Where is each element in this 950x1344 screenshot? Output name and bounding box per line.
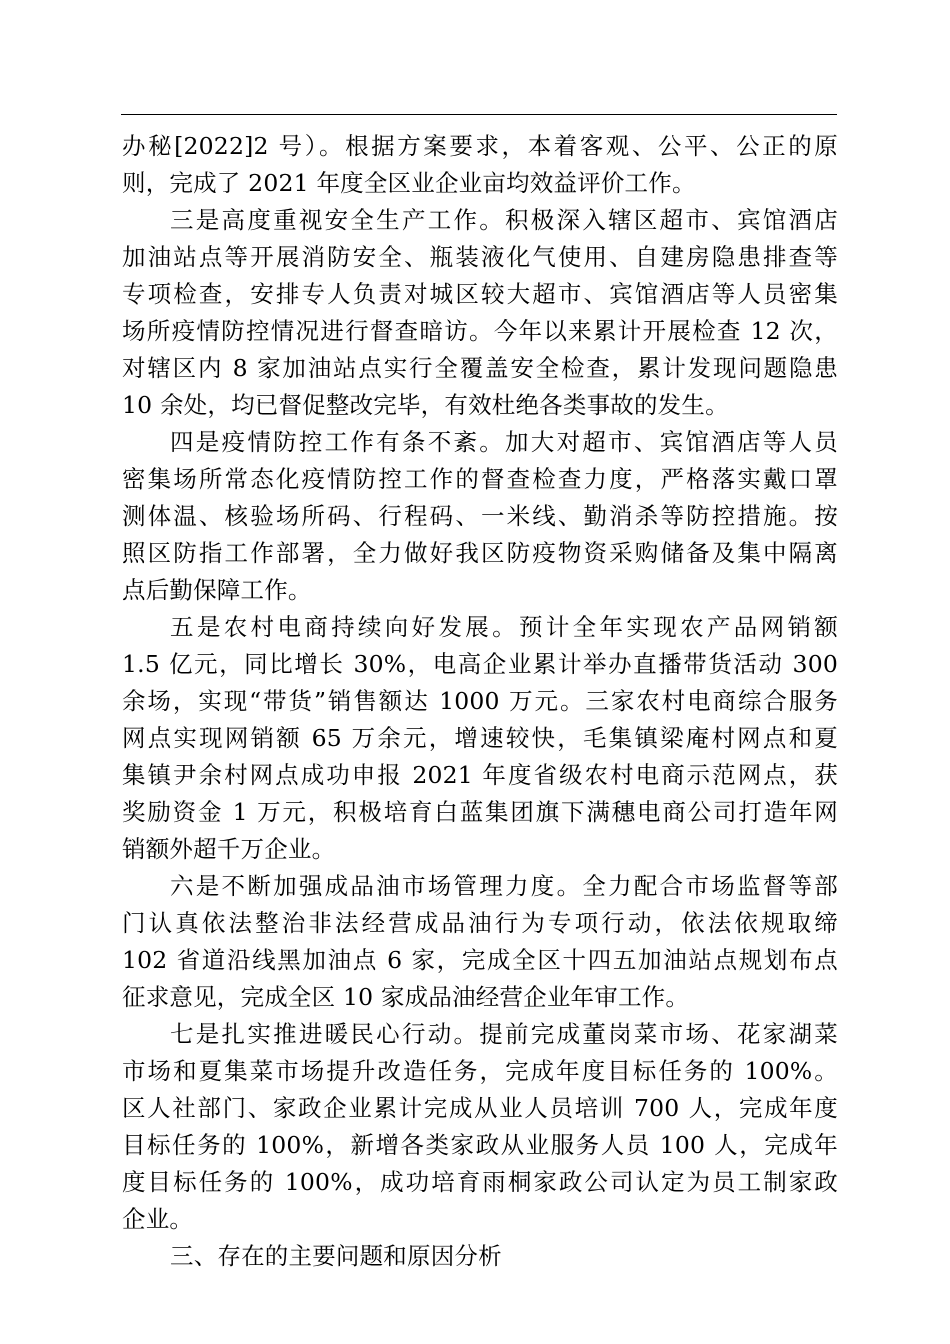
text-line: 照区防指工作部署，全力做好我区防疫物资采购储备及集中隔离 [122, 539, 838, 567]
text-line: 区人社部门、家政企业累计完成从业人员培训 700 人，完成年度 [122, 1094, 838, 1122]
text-line: 办秘[2022]2 号）。根据方案要求，本着客观、公平、公正的原 [122, 132, 838, 160]
text-line: 则，完成了 2021 年度全区业企业亩均效益评价工作。 [122, 169, 696, 197]
text-line: 密集场所常态化疫情防控工作的督查检查力度，严格落实戴口罩 [122, 465, 838, 493]
text-line: 场所疫情防控情况进行督查暗访。今年以来累计开展检查 12 次， [122, 317, 838, 345]
document-body [122, 128, 838, 1275]
text-line: 余场，实现“带货”销售额达 1000 万元。三家农村电商综合服务 [122, 687, 838, 715]
text-line: 奖励资金 1 万元，积极培育白蓝集团旗下满穗电商公司打造年网 [122, 798, 838, 826]
text-line: 测体温、核验场所码、行程码、一米线、勤消杀等防控措施。按 [122, 502, 838, 530]
text-line: 集镇尹余村网点成功申报 2021 年度省级农村电商示范网点，获 [122, 761, 838, 789]
text-line: 市场和夏集菜市场提升改造任务，完成年度目标任务的 100%。 [122, 1057, 838, 1085]
text-line: 门认真依法整治非法经营成品油行为专项行动，依法依规取缔 [122, 909, 838, 937]
text-line: 三是高度重视安全生产工作。积极深入辖区超市、宾馆酒店 [170, 206, 838, 234]
text-line: 对辖区内 8 家加油站点实行全覆盖安全检查，累计发现问题隐患 [122, 354, 838, 382]
text-line: 征求意见，完成全区 10 家成品油经营企业年审工作。 [122, 983, 690, 1011]
text-line: 点后勤保障工作。 [122, 576, 312, 604]
text-line: 专项检查，安排专人负责对城区较大超市、宾馆酒店等人员密集 [122, 280, 838, 308]
text-line: 四是疫情防控工作有条不紊。加大对超市、宾馆酒店等人员 [170, 428, 838, 456]
text-line: 102 省道沿线黑加油点 6 家，完成全区十四五加油站点规划布点 [122, 946, 838, 974]
text-line: 七是扎实推进暖民心行动。提前完成董岗菜市场、花家湖菜 [170, 1020, 838, 1048]
text-line: 五是农村电商持续向好发展。预计全年实现农产品网销额 [170, 613, 838, 641]
section-heading: 三、存在的主要问题和原因分析 [170, 1242, 502, 1270]
text-line: 10 余处，均已督促整改完毕，有效杜绝各类事故的发生。 [122, 391, 729, 419]
text-line: 1.5 亿元，同比增长 30%，电高企业累计举办直播带货活动 300 [122, 650, 838, 678]
text-line: 目标任务的 100%，新增各类家政从业服务人员 100 人，完成年 [122, 1131, 838, 1159]
text-line: 企业。 [122, 1205, 194, 1233]
header-rule [121, 114, 837, 115]
text-line: 六是不断加强成品油市场管理力度。全力配合市场监督等部 [170, 872, 838, 900]
text-line: 度目标任务的 100%，成功培育雨桐家政公司认定为员工制家政 [122, 1168, 838, 1196]
text-line: 加油站点等开展消防安全、瓶装液化气使用、自建房隐患排查等 [122, 243, 838, 271]
text-line: 销额外超千万企业。 [122, 835, 336, 863]
text-line: 网点实现网销额 65 万余元，增速较快，毛集镇梁庵村网点和夏 [122, 724, 838, 752]
